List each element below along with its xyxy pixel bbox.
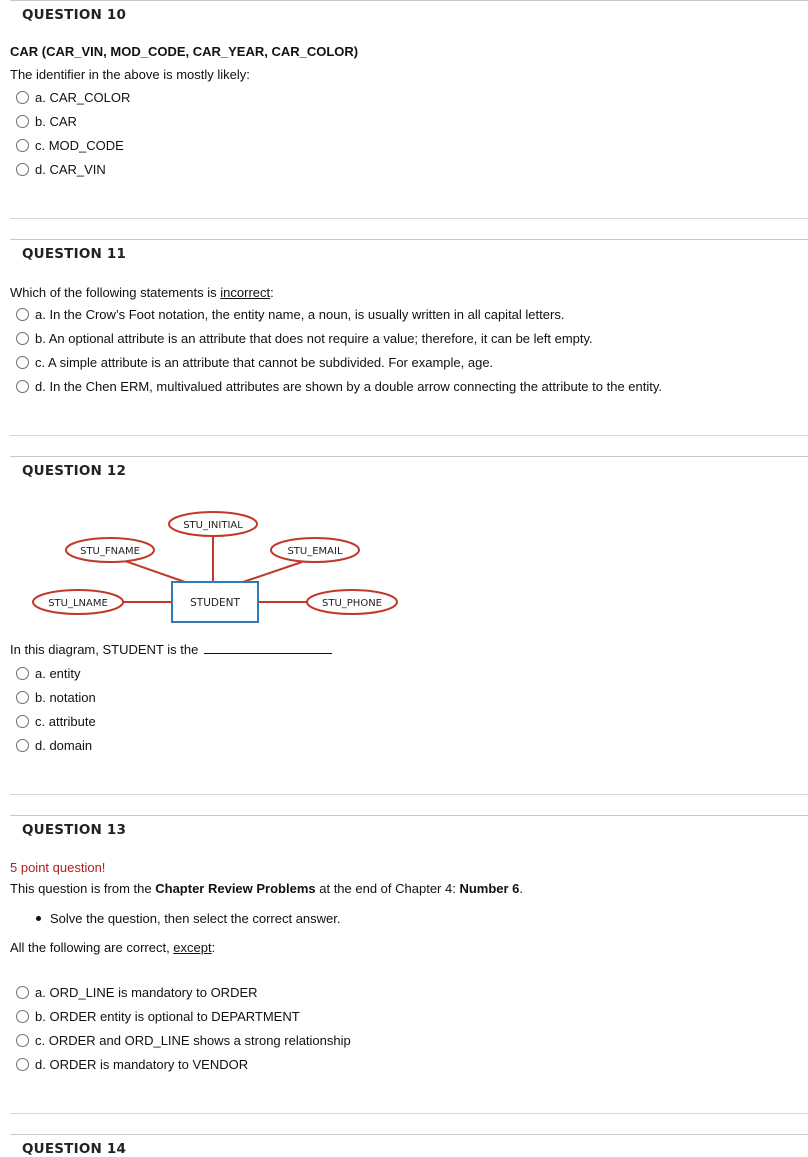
radio-button[interactable] [16, 739, 29, 752]
radio-button[interactable] [16, 1010, 29, 1023]
question-11-bottom-divider [10, 435, 808, 436]
option-label: c. A simple attribute is an attribute that cannot be subdivided. For example, age. [35, 355, 494, 370]
prompt-text: All the following are correct, [10, 940, 174, 955]
radio-button[interactable] [16, 139, 29, 152]
radio-button[interactable] [16, 1058, 29, 1071]
attribute-stu-lname [33, 590, 123, 614]
option-label: b. An optional attribute is an attribute that does not require a value; therefore, it can be left empty. [35, 331, 593, 346]
attribute-stu-initial [169, 512, 257, 536]
radio-button[interactable] [16, 163, 29, 176]
question-13-option-a[interactable] [16, 985, 258, 1000]
question-10-option-c[interactable] [16, 138, 124, 153]
question-13-prompt [10, 940, 215, 955]
option-label: d. CAR_VIN [35, 162, 106, 177]
radio-button[interactable] [16, 986, 29, 999]
question-11-option-b[interactable] [16, 331, 593, 346]
question-13-option-d[interactable] [16, 1057, 248, 1072]
question-12-option-b[interactable] [16, 690, 96, 705]
attribute-label: STU_INITIAL [183, 520, 243, 531]
radio-button[interactable] [16, 308, 29, 321]
source-text: at the end of Chapter 4: [315, 881, 460, 896]
question-13-bullet [36, 911, 341, 926]
answer-blank [204, 643, 332, 654]
option-label: b. CAR [35, 114, 77, 129]
attribute-label: STU_LNAME [48, 598, 108, 609]
question-11-prompt [10, 285, 274, 300]
attribute-label: STU_PHONE [322, 598, 382, 609]
prompt-underlined: incorrect [220, 285, 271, 300]
question-10-title: QUESTION 10 [22, 7, 127, 23]
question-11-top-divider [10, 239, 808, 240]
option-label: a. In the Crow’s Foot notation, the entity name, a noun, is usually written in all capital letters. [35, 307, 565, 322]
question-10-option-d[interactable] [16, 162, 106, 177]
connector-fname [122, 560, 185, 582]
question-12-option-d[interactable] [16, 738, 92, 753]
option-label: a. ORD_LINE is mandatory to ORDER [35, 985, 258, 1000]
question-12-bottom-divider [10, 794, 808, 795]
radio-button[interactable] [16, 115, 29, 128]
question-12-title: QUESTION 12 [22, 463, 127, 479]
prompt-text: Which of the following statements is [10, 285, 221, 300]
option-label: b. ORDER entity is optional to DEPARTMENT [35, 1009, 300, 1024]
entity-student [172, 582, 258, 622]
question-13-points-note: 5 point question! [10, 860, 106, 875]
attribute-label: STU_EMAIL [287, 546, 343, 557]
attribute-stu-email [271, 538, 359, 562]
question-13-source-line [10, 881, 523, 896]
question-10-prompt: The identifier in the above is mostly likely: [10, 67, 250, 82]
radio-button[interactable] [16, 91, 29, 104]
option-label: a. entity [35, 666, 81, 681]
question-13-title: QUESTION 13 [22, 822, 127, 838]
prompt-text: In this diagram, STUDENT is the [10, 642, 199, 657]
radio-button[interactable] [16, 667, 29, 680]
radio-button[interactable] [16, 715, 29, 728]
question-12-option-c[interactable] [16, 714, 96, 729]
question-11-option-a[interactable] [16, 307, 564, 322]
question-12-prompt [10, 642, 332, 657]
question-12-option-a[interactable] [16, 666, 81, 681]
question-13-top-divider [10, 815, 808, 816]
question-13-bottom-divider [10, 1113, 808, 1114]
question-11-option-d[interactable] [16, 379, 662, 394]
source-text: This question is from the [10, 881, 156, 896]
er-diagram [0, 500, 420, 630]
radio-button[interactable] [16, 332, 29, 345]
question-10-option-b[interactable] [16, 114, 77, 129]
source-bold: Chapter Review Problems [155, 881, 316, 896]
option-label: c. MOD_CODE [35, 138, 124, 153]
option-label: c. attribute [35, 714, 96, 729]
source-bold: Number 6 [459, 881, 520, 896]
option-label: d. ORDER is mandatory to VENDOR [35, 1057, 249, 1072]
source-text: . [519, 881, 524, 896]
attribute-label: STU_FNAME [80, 546, 140, 557]
option-label: d. In the Chen ERM, multivalued attributes are shown by a double arrow connecting the attribute to the entity. [35, 379, 663, 394]
option-label: a. CAR_COLOR [35, 90, 131, 105]
option-label: d. domain [35, 738, 93, 753]
bullet-icon [36, 916, 41, 921]
question-11-option-c[interactable] [16, 355, 493, 370]
radio-button[interactable] [16, 380, 29, 393]
question-10-top-divider [10, 0, 808, 1]
radio-button[interactable] [16, 356, 29, 369]
question-13-option-b[interactable] [16, 1009, 300, 1024]
prompt-underlined: except [173, 940, 212, 955]
question-10-relation: CAR (CAR_VIN, MOD_CODE, CAR_YEAR, CAR_COLOR) [10, 44, 359, 59]
attribute-stu-fname [66, 538, 154, 562]
question-11-title: QUESTION 11 [22, 246, 127, 262]
question-10-bottom-divider [10, 218, 808, 219]
question-14-title: QUESTION 14 [22, 1141, 127, 1157]
entity-label: STUDENT [190, 597, 240, 609]
attribute-stu-phone [307, 590, 397, 614]
question-14-top-divider [10, 1134, 808, 1135]
option-label: c. ORDER and ORD_LINE shows a strong relationship [35, 1033, 351, 1048]
question-13-option-c[interactable] [16, 1033, 351, 1048]
question-10-option-a[interactable] [16, 90, 130, 105]
option-label: b. notation [35, 690, 96, 705]
bullet-text: Solve the question, then select the correct answer. [50, 911, 341, 926]
prompt-text: : [270, 285, 274, 300]
radio-button[interactable] [16, 691, 29, 704]
radio-button[interactable] [16, 1034, 29, 1047]
prompt-text: : [211, 940, 216, 955]
connector-email [243, 562, 302, 582]
question-12-top-divider [10, 456, 808, 457]
